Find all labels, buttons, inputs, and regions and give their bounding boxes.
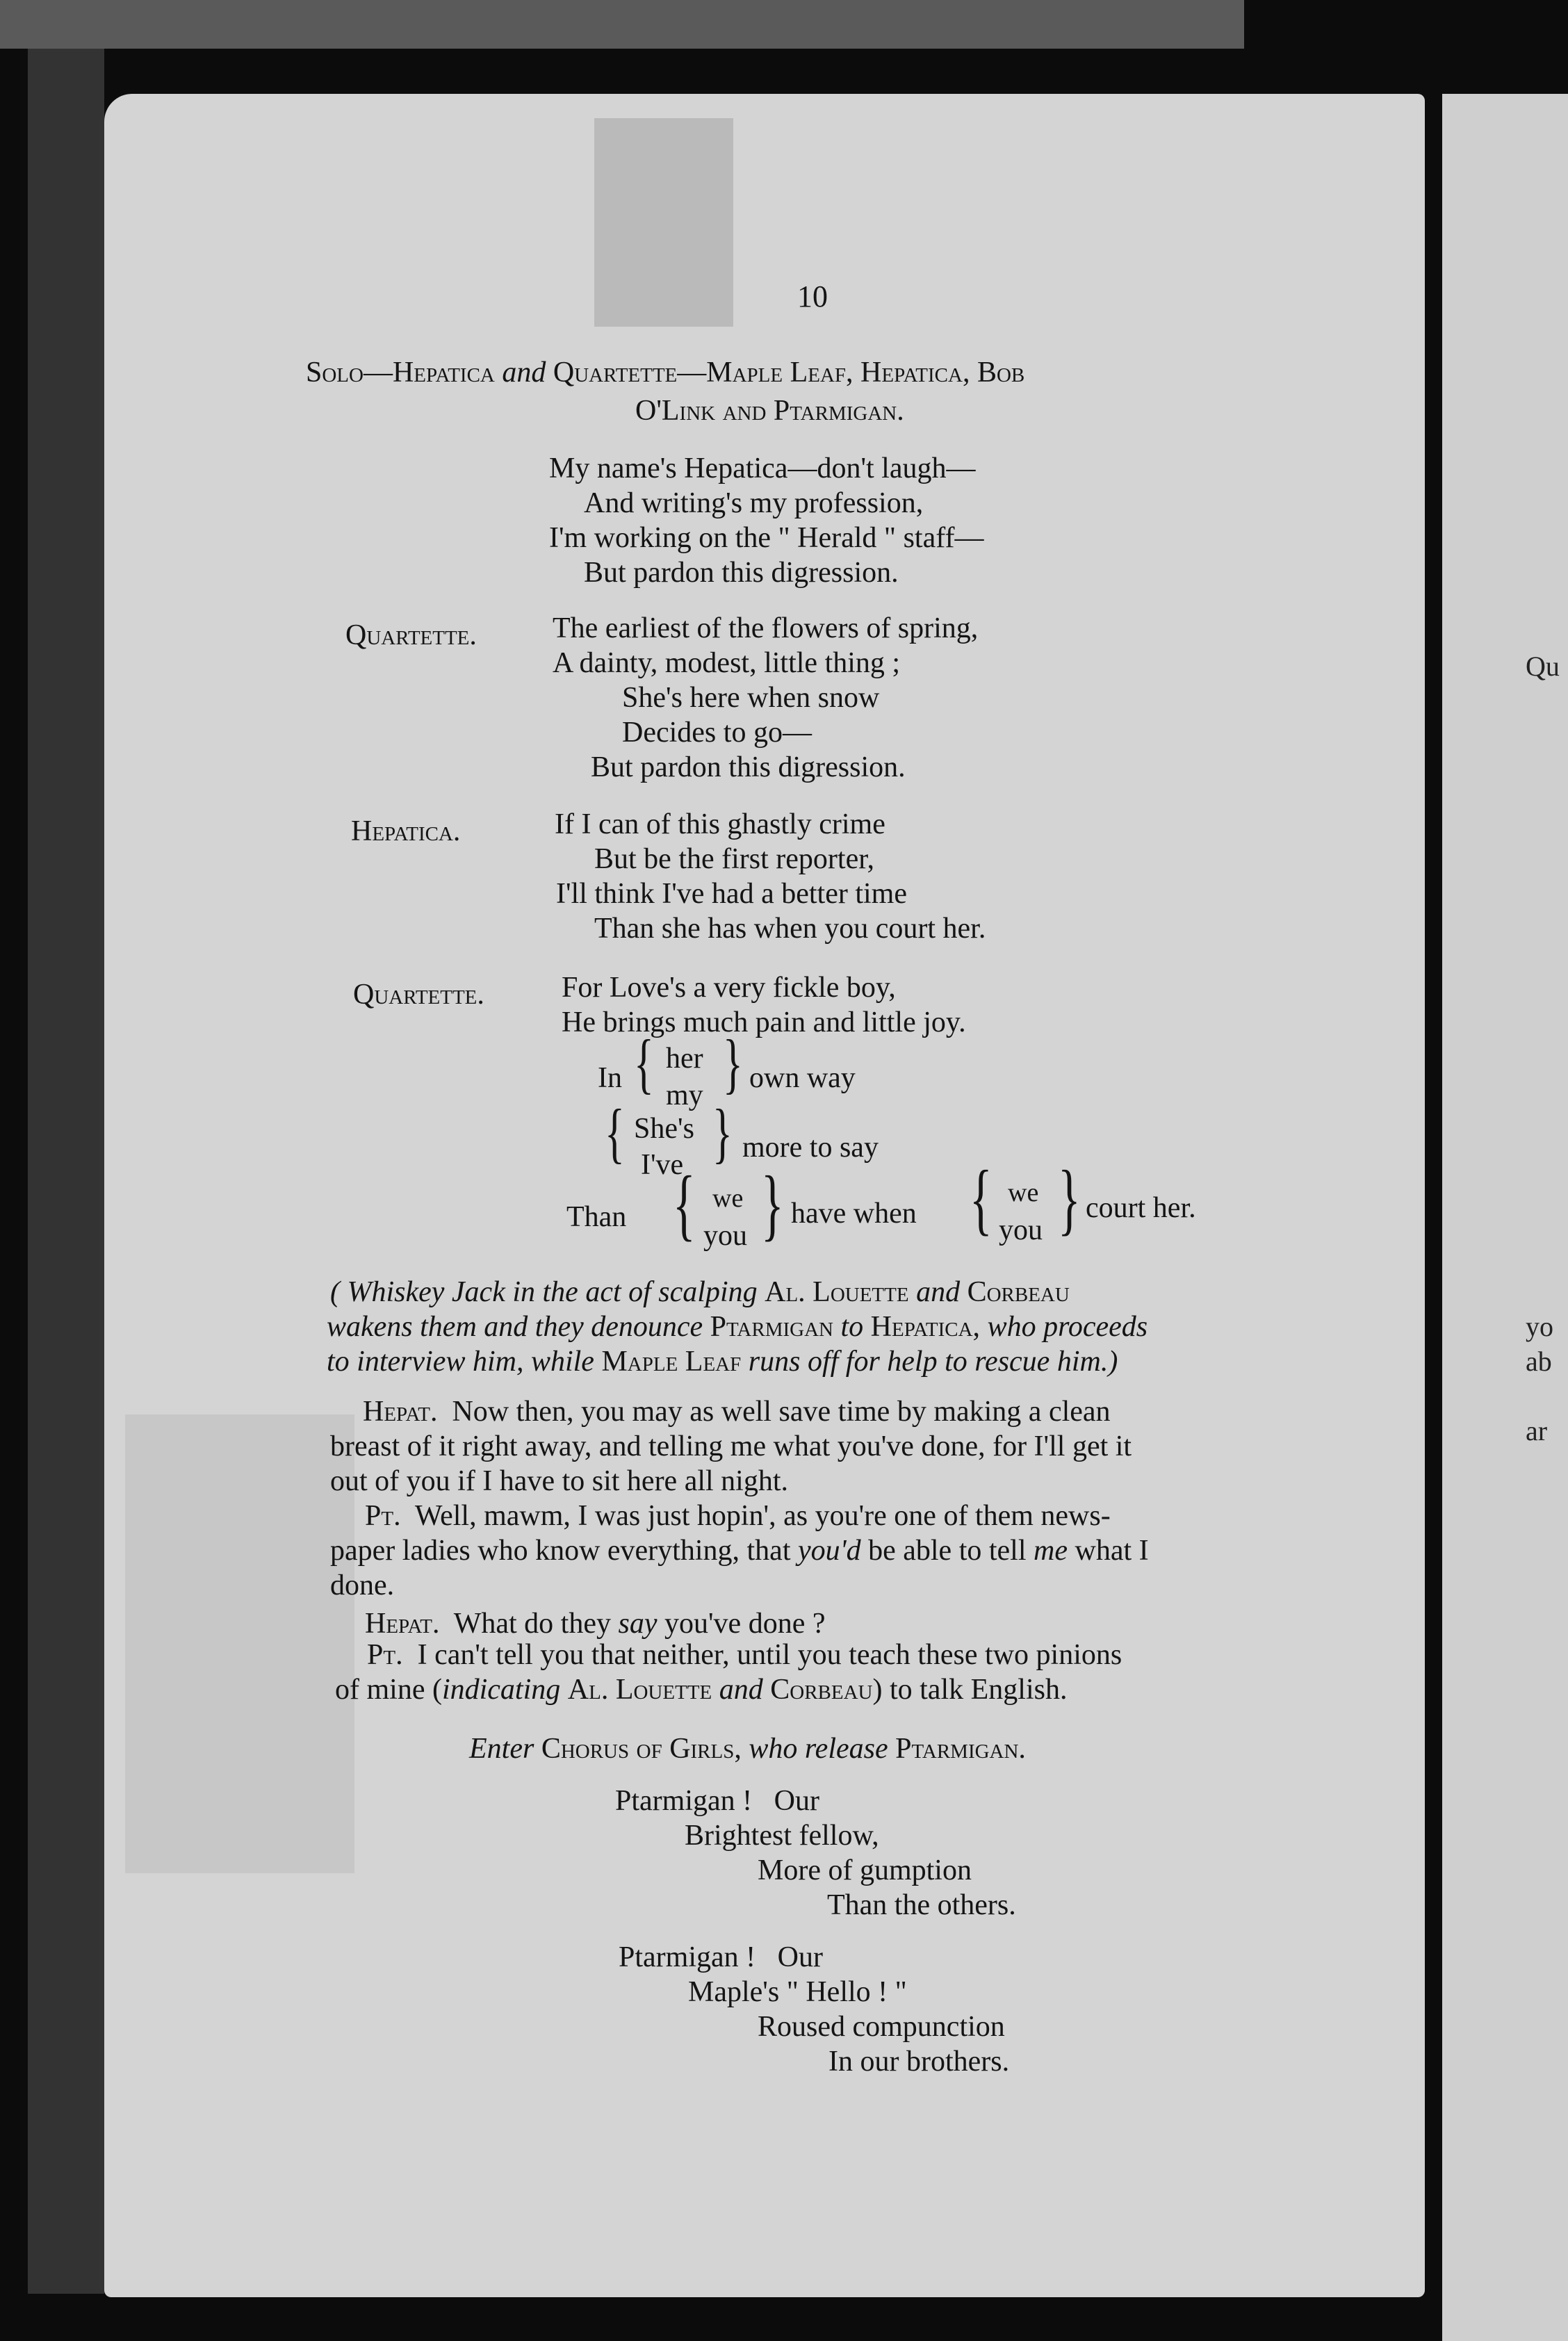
character-name: Corbeau <box>770 1674 873 1706</box>
chorus-line: Than the others. <box>827 1889 1016 1921</box>
chorus-line: Maple's " Hello ! " <box>688 1976 907 2008</box>
dialogue-emphasis: indicating <box>441 1674 561 1706</box>
stage-direction-text: who release <box>749 1733 888 1765</box>
heading-performers: Maple Leaf, Hepatica, Bob <box>706 357 1025 389</box>
dialogue-line: breast of it right away, and telling me what you've done, for I'll get it <box>330 1430 1132 1462</box>
right-brace: } <box>723 1027 743 1100</box>
speaker-label: Hepat. <box>363 1396 438 1428</box>
stage-direction-text: ( Whiskey Jack in the act of scalping <box>330 1276 758 1308</box>
verse-word: Than <box>566 1201 627 1233</box>
stage-direction-line <box>327 1347 1118 1376</box>
verse-line: Decides to go— <box>622 717 812 749</box>
speaker-label: Quartette. <box>345 619 477 651</box>
paper-stain <box>125 1414 354 1873</box>
verse-line: For Love's a very fickle boy, <box>562 972 896 1004</box>
book-cover-edge-top <box>0 0 1244 49</box>
tape-mark <box>594 118 733 327</box>
verse-word: we <box>1008 1178 1039 1207</box>
speaker-label: Hepat. <box>365 1608 440 1640</box>
character-name: Al. Louette <box>765 1276 909 1308</box>
verse-word: we <box>712 1184 744 1213</box>
verse-line: My name's Hepatica—don't laugh— <box>549 452 976 484</box>
stage-direction-text: wakens them and they denounce <box>327 1311 703 1343</box>
verse-word: her <box>666 1043 703 1075</box>
dialogue-emphasis: and <box>719 1674 763 1706</box>
verse-line: I'm working on the " Herald " staff— <box>549 522 984 554</box>
verse-word: you <box>999 1214 1043 1246</box>
verse-word: you <box>703 1220 747 1252</box>
dialogue-text: be able to tell <box>868 1535 1027 1567</box>
heading-and: and <box>502 357 546 389</box>
stage-direction-text: and <box>916 1276 961 1308</box>
chorus-line: Brightest fellow, <box>685 1820 879 1852</box>
adjacent-page <box>1442 94 1568 2341</box>
verse-line: But pardon this digression. <box>584 557 899 589</box>
dialogue-text: paper ladies who know everything, that <box>330 1535 791 1567</box>
song-heading-line2: O'Link and Ptarmigan. <box>635 395 904 427</box>
verse-line: He brings much pain and little joy. <box>562 1006 966 1038</box>
speaker-label: Pt. <box>367 1639 403 1671</box>
chorus-line: In our brothers. <box>828 2046 1010 2078</box>
song-heading <box>306 358 1024 387</box>
dialogue-text: What do they <box>453 1608 611 1640</box>
dialogue-text: of mine ( <box>335 1674 442 1706</box>
verse-word: my <box>666 1079 703 1111</box>
verse-line: But pardon this digression. <box>591 751 906 783</box>
dialogue-line <box>330 1536 1149 1565</box>
heading-dash: — <box>677 357 707 389</box>
chorus-line: Roused compunction <box>758 2011 1005 2043</box>
dialogue-line: done. <box>330 1569 395 1601</box>
verse-word: In <box>598 1062 622 1094</box>
dialogue-text: Well, mawm, I was just hopin', as you're one of them news- <box>414 1500 1111 1532</box>
stage-direction-text: runs off for help to rescue him.) <box>748 1346 1118 1378</box>
stage-direction-text: who proceeds <box>987 1311 1148 1343</box>
stage-direction-line <box>327 1312 1148 1341</box>
character-name: Al. Louette <box>567 1674 712 1706</box>
dialogue-line <box>365 1501 1111 1531</box>
chorus-line: More of gumption <box>758 1854 972 1886</box>
verse-line: But be the first reporter, <box>594 843 875 875</box>
next-page-fragment: ab <box>1526 1346 1552 1377</box>
verse-word: have when <box>791 1198 917 1230</box>
dialogue-line: out of you if I have to sit here all night. <box>330 1465 789 1497</box>
dialogue-line <box>363 1397 1111 1426</box>
book-cover-edge-left <box>28 49 104 2294</box>
heading-dash: — <box>363 357 393 389</box>
next-page-fragment: yo <box>1526 1311 1553 1342</box>
heading-solo: Solo <box>306 357 364 389</box>
left-brace: { <box>605 1096 625 1170</box>
verse-word: more to say <box>742 1132 879 1164</box>
verse-word: court her. <box>1086 1192 1196 1224</box>
chorus-line: Ptarmigan ! Our <box>615 1785 819 1817</box>
verse-word: She's <box>634 1113 694 1145</box>
dialogue-line <box>367 1640 1122 1670</box>
right-brace: } <box>1058 1153 1081 1243</box>
verse-line: And writing's my profession, <box>584 487 924 519</box>
dialogue-text: ) to talk English. <box>872 1674 1068 1706</box>
heading-hepatica: Hepatica <box>392 357 495 389</box>
dialogue-line <box>335 1675 1067 1704</box>
verse-line: She's here when snow <box>622 682 880 714</box>
dialogue-emphasis: me <box>1034 1535 1068 1567</box>
character-name: Hepatica, <box>870 1311 981 1343</box>
speaker-label: Hepatica. <box>351 815 461 847</box>
verse-word: own way <box>749 1062 856 1094</box>
dialogue-text: I can't tell you that neither, until you teach these two pinions <box>417 1639 1122 1671</box>
chorus-line: Ptarmigan ! Our <box>619 1941 823 1973</box>
stage-direction-line <box>469 1734 1026 1763</box>
speaker-label: Quartette. <box>353 979 484 1011</box>
character-name: Ptarmigan. <box>895 1733 1026 1765</box>
character-name: Chorus of Girls, <box>541 1733 742 1765</box>
next-page-fragment: ar <box>1526 1415 1548 1446</box>
dialogue-emphasis: say <box>618 1608 658 1640</box>
dialogue-text: Now then, you may as well save time by making a clean <box>452 1396 1111 1428</box>
right-brace: } <box>712 1096 733 1170</box>
dialogue-text: you've done ? <box>664 1608 826 1640</box>
stage-direction-line <box>330 1278 1070 1307</box>
verse-line: I'll think I've had a better time <box>556 878 907 910</box>
left-brace: { <box>673 1159 696 1249</box>
left-brace: { <box>634 1027 654 1100</box>
verse-line: A dainty, modest, little thing ; <box>553 647 901 679</box>
verse-line: If I can of this ghastly crime <box>555 808 885 840</box>
dialogue-text: what I <box>1075 1535 1149 1567</box>
character-name: Maple Leaf <box>601 1346 742 1378</box>
stage-direction-text: Enter <box>469 1733 534 1765</box>
right-brace: } <box>761 1159 784 1249</box>
stage-direction-text: to interview him, while <box>327 1346 594 1378</box>
verse-word: I've <box>641 1149 684 1181</box>
dialogue-emphasis: you'd <box>797 1535 861 1567</box>
left-brace: { <box>970 1153 993 1243</box>
speaker-label: Pt. <box>365 1500 401 1532</box>
heading-quartette: Quartette <box>553 357 678 389</box>
page-number: 10 <box>797 279 828 313</box>
dialogue-line <box>365 1609 825 1638</box>
character-name: Corbeau <box>967 1276 1070 1308</box>
character-name: Ptarmigan <box>710 1311 833 1343</box>
verse-line: The earliest of the flowers of spring, <box>553 612 979 644</box>
stage-direction-text: to <box>840 1311 864 1343</box>
next-page-fragment: Qu <box>1526 651 1560 682</box>
verse-line: Than she has when you court her. <box>594 913 986 945</box>
